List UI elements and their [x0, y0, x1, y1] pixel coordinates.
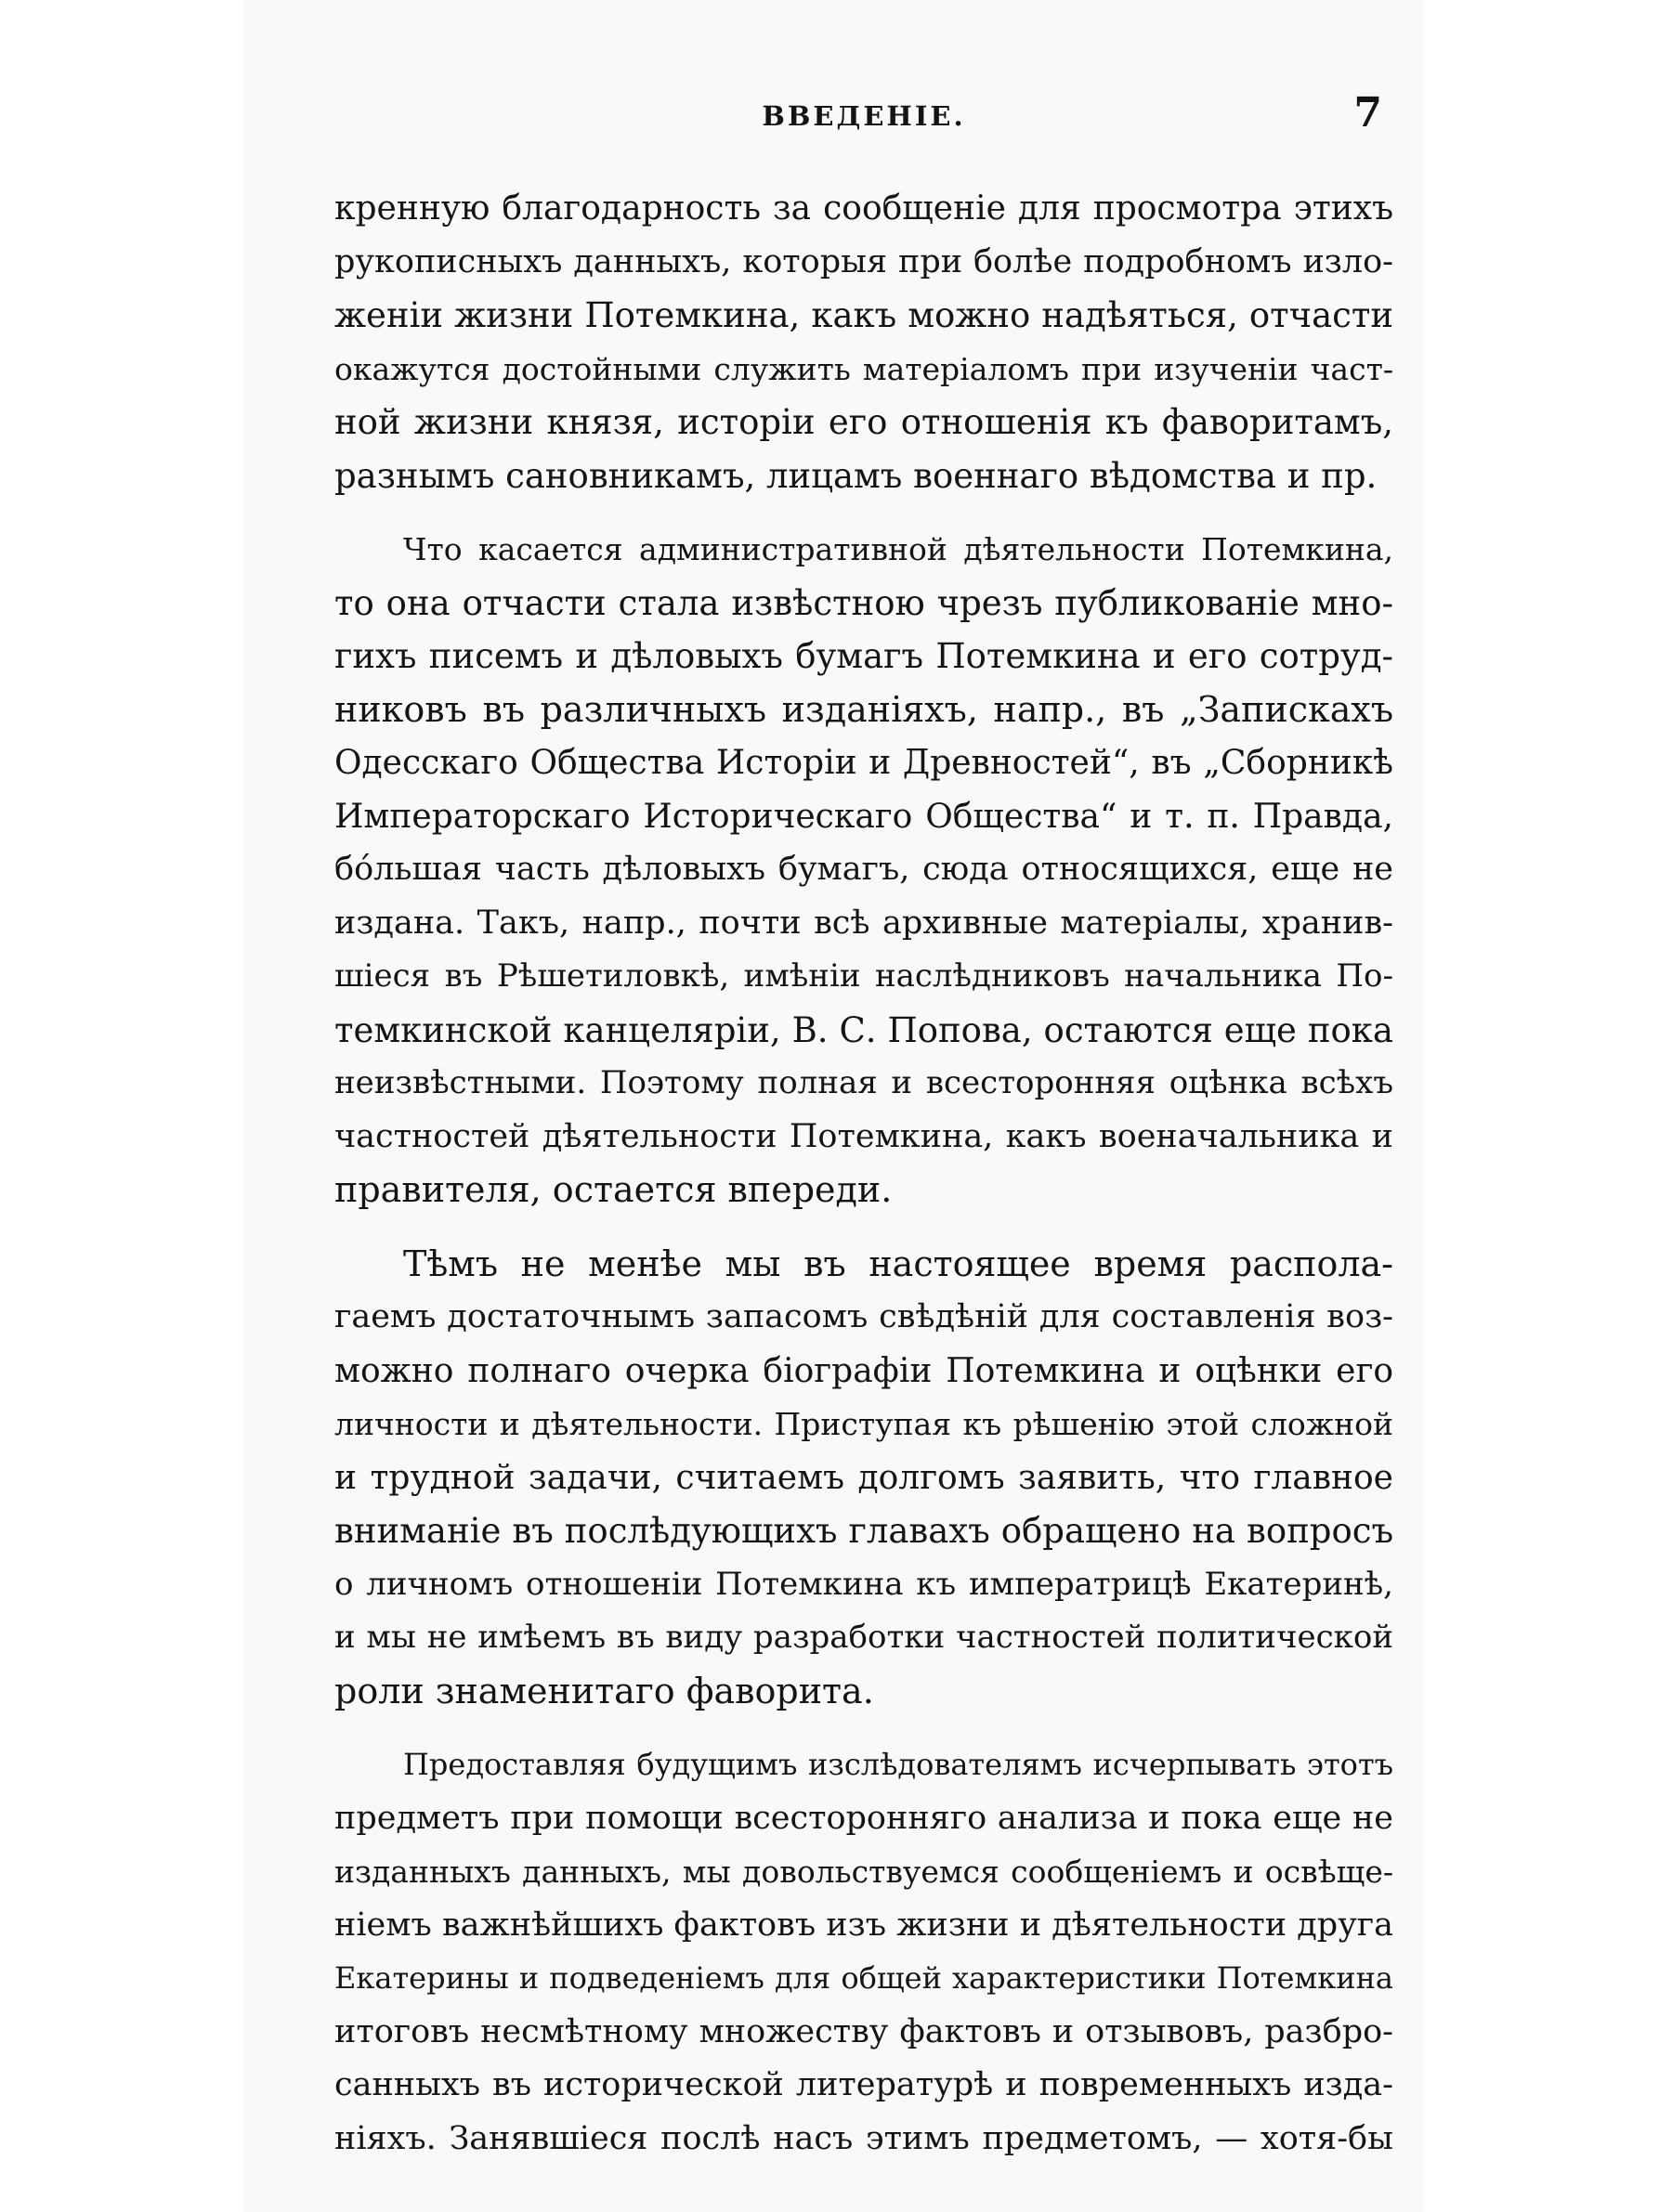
page-number: 7	[1353, 89, 1382, 137]
text-line: можно полнаго очерка біографіи Потемкина и оцѣнки его	[334, 1351, 1393, 1390]
text-line: частностей дѣятельности Потемкина, какъ военачальника и	[334, 1117, 1393, 1155]
running-title: ВВЕДЕНІЕ.	[762, 100, 966, 132]
text-line: изданныхъ данныхъ, мы довольствуемся сообщеніемъ и освѣще-	[334, 1854, 1393, 1890]
text-line: предметъ при помощи всесторонняго анализа и пока еще не	[334, 1799, 1393, 1837]
text-line: и мы не имѣемъ въ виду разработки частностей политической	[334, 1619, 1393, 1656]
text-line: Тѣмъ не менѣе мы въ настоящее время распола-	[403, 1243, 1393, 1284]
text-line: Предоставляя будущимъ изслѣдователямъ исчерпывать этотъ	[403, 1747, 1393, 1782]
text-line: разнымъ сановникамъ, лицамъ военнаго вѣдомства и пр.	[334, 455, 1378, 496]
text-line: роли знаменитаго фаворита.	[334, 1670, 874, 1711]
text-line: ной жизни князя, исторіи его отношенія къ фаворитамъ,	[334, 402, 1393, 442]
text-line: Екатерины и подведеніемъ для общей характеристики Потемкина	[334, 1960, 1393, 1996]
text-line: о личномъ отношеніи Потемкина къ императрицѣ Екатеринѣ,	[334, 1565, 1393, 1603]
paragraph	[334, 523, 1393, 1217]
text-line: неизвѣстными. Поэтому полная и всесторонняя оцѣнка всѣхъ	[334, 1064, 1393, 1101]
text-line: санныхъ въ исторической литературѣ и повременныхъ изда-	[334, 2066, 1393, 2103]
text-line: Одесскаго Общества Исторіи и Древностей“, въ „Сборникѣ	[334, 744, 1393, 782]
text-line: шіеся въ Рѣшетиловкѣ, имѣніи наслѣдниковъ начальника По-	[334, 957, 1393, 995]
text-line: итоговъ несмѣтному множеству фактовъ и отзывовъ, разбро-	[334, 2012, 1393, 2050]
text-line: и трудной задачи, считаемъ долгомъ заявить, что главное	[334, 1458, 1393, 1497]
text-line: гихъ писемъ и дѣловыхъ бумагъ Потемкина и его сотруд-	[334, 636, 1393, 676]
text-line: Что касается административной дѣятельности Потемкина,	[403, 531, 1393, 567]
text-line: вниманіе въ послѣдующихъ главахъ обращено на вопросъ	[334, 1511, 1393, 1551]
text-line: гаемъ достаточнымъ запасомъ свѣдѣній для составленія воз-	[334, 1298, 1393, 1335]
text-line: никовъ въ различныхъ изданіяхъ, напр., въ „Запискахъ	[334, 688, 1393, 730]
text-line: бо́льшая часть дѣловыхъ бумагъ, сюда относящихся, еще не	[334, 851, 1393, 888]
paragraph	[334, 1738, 1393, 2166]
text-line: личности и дѣятельности. Приступая къ рѣшенію этой сложной	[334, 1406, 1393, 1442]
paragraph	[334, 1238, 1393, 1719]
text-line: кренную благодарность за сообщеніе для просмотра этихъ	[334, 189, 1393, 228]
text-line: окажутся достойными служить матеріаломъ при изученіи част-	[334, 350, 1393, 387]
text-line: издана. Такъ, напр., почти всѣ архивные матеріалы, хранив-	[334, 904, 1393, 942]
text-line: женіи жизни Потемкина, какъ можно надѣяться, отчасти	[334, 295, 1393, 335]
page-header	[334, 89, 1393, 156]
text-line: темкинской канцеляріи, В. С. Попова, остаются еще пока	[334, 1009, 1393, 1050]
text-line: рукописныхъ данныхъ, которыя при болѣе подробномъ изло-	[334, 242, 1393, 280]
paragraph	[334, 182, 1393, 502]
body-text	[334, 182, 1393, 2166]
text-line: то она отчасти стала извѣстною чрезъ публикованіе мно-	[334, 582, 1393, 623]
text-line: ніемъ важнѣйшихъ фактовъ изъ жизни и дѣятельности друга	[334, 1906, 1393, 1944]
text-line: правителя, остается впереди.	[334, 1169, 893, 1210]
text-line: Императорскаго Историческаго Общества“ и т. п. Правда,	[334, 797, 1393, 836]
text-line: ніяхъ. Занявшіеся послѣ насъ этимъ предметомъ, — хотя-бы	[334, 2119, 1393, 2157]
